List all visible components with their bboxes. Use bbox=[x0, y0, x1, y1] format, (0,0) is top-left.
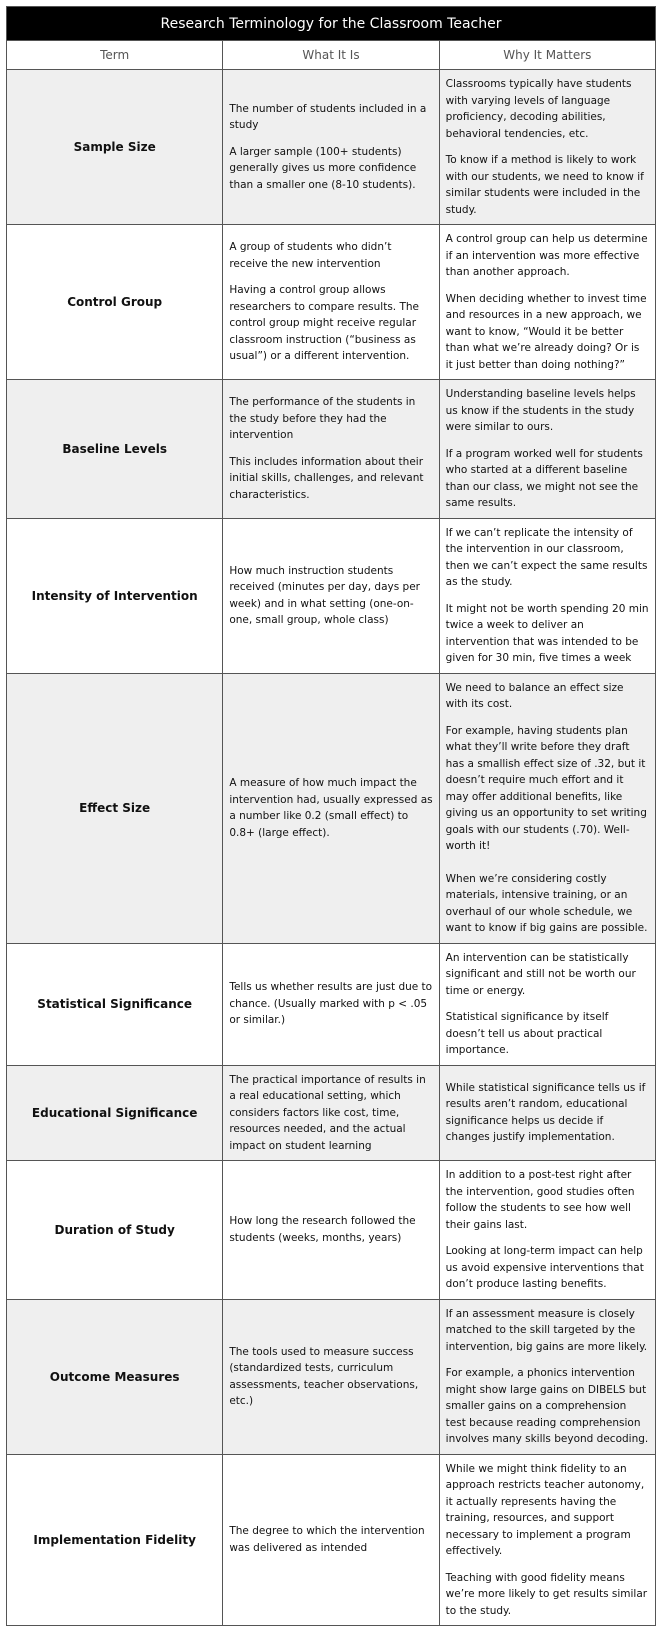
why-paragraph: If we can’t replicate the intensity of the intervention in our classroom, then we can’t expect the same results as the study. bbox=[445, 526, 648, 588]
why-cell bbox=[439, 518, 655, 673]
why-paragraph: Looking at long-term impact can help us avoid expensive interventions that don’t produce lasting benefits. bbox=[445, 1245, 644, 1290]
table-row bbox=[7, 380, 656, 519]
what-cell bbox=[223, 1299, 439, 1454]
table-row bbox=[7, 943, 656, 1065]
what-paragraph: The number of students included in a study bbox=[229, 102, 427, 132]
what-paragraph: Having a control group allows researchers to compare results. The control group might receive regular classroom instruction (“business as usual”) or a different intervention. bbox=[229, 284, 420, 363]
table-row bbox=[7, 673, 656, 943]
why-paragraph: In addition to a post-test right after the intervention, good studies often follow the students to see how well their gains last. bbox=[445, 1169, 635, 1231]
what-cell bbox=[223, 673, 439, 943]
table-title: Research Terminology for the Classroom Teacher bbox=[7, 7, 656, 41]
term-cell: Educational Significance bbox=[7, 1065, 223, 1161]
why-cell bbox=[439, 70, 655, 225]
what-paragraph: How much instruction students received (minutes per day, days per week) and in what setting (one-on-one, small group, whole class) bbox=[229, 564, 420, 626]
table-body bbox=[7, 70, 656, 1626]
why-paragraph: If a program worked well for students who started at a different baseline than our class, we might not see the same results. bbox=[445, 447, 643, 509]
what-paragraph: A larger sample (100+ students) generally gives us more confidence than a smaller one (8-10 students). bbox=[229, 145, 417, 191]
header-term: Term bbox=[7, 41, 223, 70]
table-row bbox=[7, 1454, 656, 1626]
why-cell bbox=[439, 1161, 655, 1300]
why-paragraph: Statistical significance by itself doesn’t tell us about practical importance. bbox=[445, 1011, 609, 1056]
why-paragraph: When deciding whether to invest time and resources in a new approach, we want to know, “Would it be better than what we’re already doing? Or is it just better than doing nothing?” bbox=[445, 292, 647, 371]
why-cell bbox=[439, 380, 655, 519]
what-cell bbox=[223, 1454, 439, 1626]
table-row bbox=[7, 1065, 656, 1161]
terminology-table-wrapper bbox=[6, 6, 656, 1626]
why-paragraph: While statistical significance tells us if results aren’t random, educational significance helps us decide if changes justify implementation. bbox=[445, 1081, 646, 1144]
why-paragraph: For example, a phonics intervention might show large gains on DIBELS but smaller gains on a comprehension test because reading comprehension involves many skills beyond decoding. bbox=[445, 1367, 649, 1445]
what-paragraph: This includes information about their initial skills, challenges, and relevant characteristics. bbox=[229, 455, 424, 501]
term-cell: Sample Size bbox=[7, 70, 223, 225]
why-paragraph: Classrooms typically have students with varying levels of language proficiency, decoding abilities, behavioral tendencies, etc. bbox=[445, 78, 632, 140]
why-paragraph: When we’re considering costly materials, intensive training, or an overhaul of our whole schedule, we want to know if big gains are possible. bbox=[445, 872, 648, 934]
why-paragraph: To know if a method is likely to work with our students, we need to know if similar students were included in the study. bbox=[445, 154, 644, 216]
why-paragraph: While we might think fidelity to an approach restricts teacher autonomy, it actually represents having the training, resources, and support necessary to implement a program effectively. bbox=[445, 1462, 645, 1557]
why-cell bbox=[439, 943, 655, 1065]
what-paragraph: The degree to which the intervention was delivered as intended bbox=[229, 1525, 425, 1554]
what-paragraph: A measure of how much impact the intervention had, usually expressed as a number like 0.2 (small effect) to 0.8+ (large effect). bbox=[229, 777, 433, 839]
why-cell bbox=[439, 1065, 655, 1161]
what-paragraph: A group of students who didn’t receive the new intervention bbox=[229, 241, 392, 270]
why-cell bbox=[439, 673, 655, 943]
what-paragraph: The practical importance of results in a real educational setting, which considers factors like cost, time, resources needed, and the actual impact on student learning bbox=[229, 1073, 426, 1152]
why-paragraph: It might not be worth spending 20 min twice a week to deliver an intervention that was intended to be given for 30 min, five times a week bbox=[445, 602, 649, 664]
term-cell: Duration of Study bbox=[7, 1161, 223, 1300]
what-cell bbox=[223, 1065, 439, 1161]
table-row bbox=[7, 518, 656, 673]
what-cell bbox=[223, 1161, 439, 1300]
why-paragraph: We need to balance an effect size with its cost. bbox=[445, 681, 624, 710]
term-cell: Implementation Fidelity bbox=[7, 1454, 223, 1626]
header-row bbox=[7, 41, 656, 70]
what-paragraph: Tells us whether results are just due to chance. (Usually marked with p < .05 or similar.) bbox=[229, 981, 433, 1027]
why-cell bbox=[439, 225, 655, 380]
what-paragraph: How long the research followed the students (weeks, months, years) bbox=[229, 1215, 416, 1244]
what-paragraph: The tools used to measure success (standardized tests, curriculum assessments, teacher observations, etc.) bbox=[229, 1345, 419, 1407]
terminology-table bbox=[6, 6, 656, 1626]
why-paragraph: A control group can help us determine if an intervention was more effective than another approach. bbox=[445, 233, 648, 278]
what-cell bbox=[223, 943, 439, 1065]
why-cell bbox=[439, 1299, 655, 1454]
table-row bbox=[7, 1299, 656, 1454]
what-cell bbox=[223, 518, 439, 673]
why-paragraph: Understanding baseline levels helps us know if the students in the study were similar to ours. bbox=[445, 388, 636, 433]
what-paragraph: The performance of the students in the study before they had the intervention bbox=[229, 396, 416, 442]
term-cell: Outcome Measures bbox=[7, 1299, 223, 1454]
why-paragraph: An intervention can be statistically significant and still not be worth our time or energy. bbox=[445, 951, 636, 997]
why-paragraph: Teaching with good fidelity means we’re more likely to get results similar to the study. bbox=[445, 1571, 648, 1617]
term-cell: Control Group bbox=[7, 225, 223, 380]
term-cell: Statistical Significance bbox=[7, 943, 223, 1065]
table-row bbox=[7, 225, 656, 380]
why-paragraph: If an assessment measure is closely matched to the skill targeted by the intervention, big gains are more likely. bbox=[445, 1307, 648, 1353]
why-cell bbox=[439, 1454, 655, 1626]
header-why: Why It Matters bbox=[439, 41, 655, 70]
why-paragraph: For example, having students plan what they’ll write before they draft has a smallish effect size of .32, but it doesn’t require much effort and it may offer additional benefits, like giving us an opportunity to set writing goals with our students (.70). Well-worth it! bbox=[445, 724, 647, 852]
header-what: What It Is bbox=[223, 41, 439, 70]
table-row bbox=[7, 70, 656, 225]
term-cell: Effect Size bbox=[7, 673, 223, 943]
what-cell bbox=[223, 380, 439, 519]
term-cell: Intensity of Intervention bbox=[7, 518, 223, 673]
what-cell bbox=[223, 225, 439, 380]
term-cell: Baseline Levels bbox=[7, 380, 223, 519]
what-cell bbox=[223, 70, 439, 225]
table-row bbox=[7, 1161, 656, 1300]
